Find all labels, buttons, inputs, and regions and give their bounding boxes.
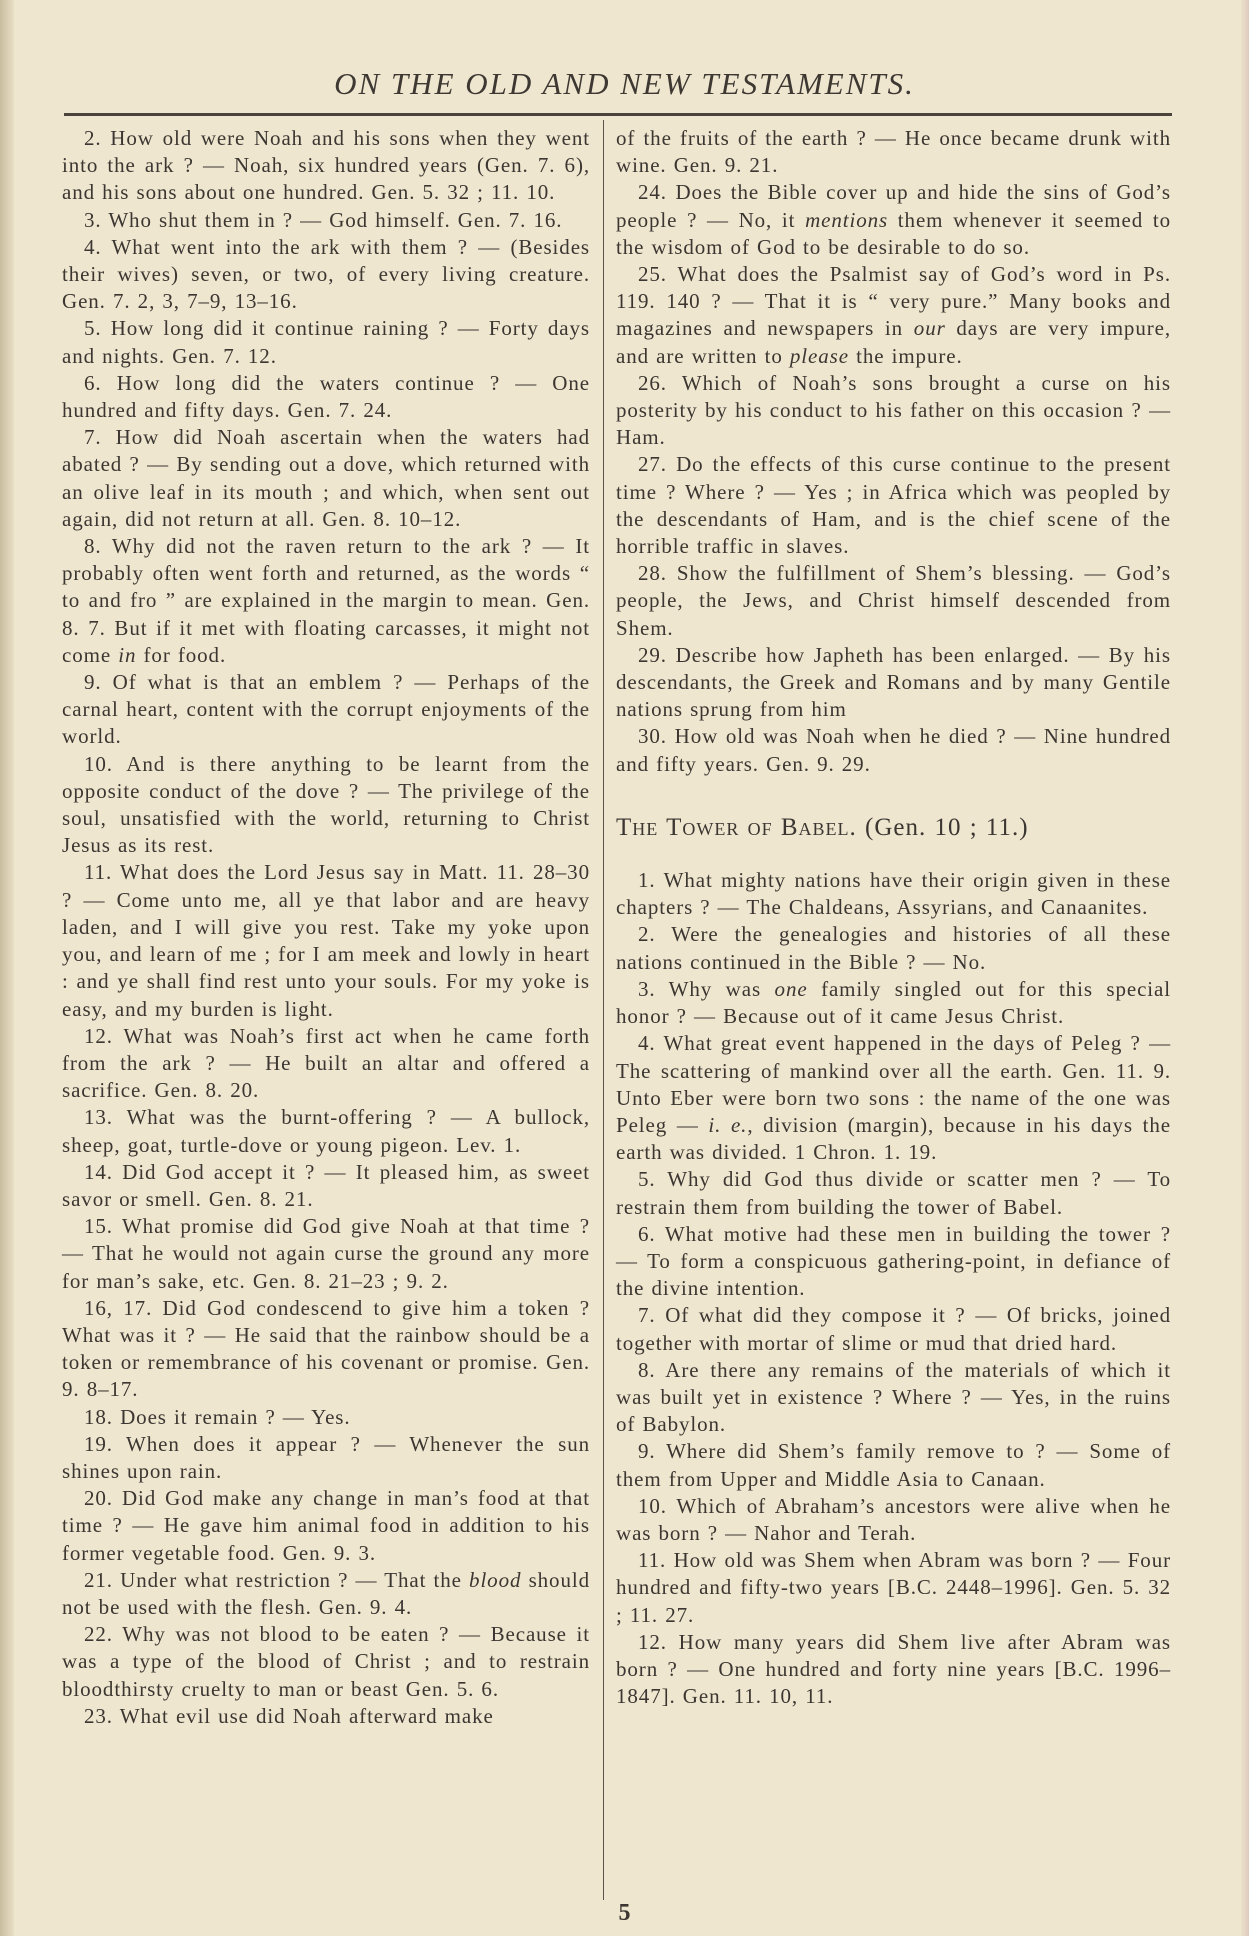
question-paragraph (62, 1104, 590, 1158)
paragraph-text: 3. Who shut them in ? — God himself. Gen. 7. 16. (84, 207, 563, 232)
paragraph-text: 25. What does the Psalmist say of God’s word in Ps. 119. 140 ? — That it is “ very pure.” Many books and magazines and newspapers in (616, 262, 1171, 341)
right-column-bottom (616, 867, 1171, 1710)
paragraph-text: 26. Which of Noah’s sons brought a curse on his posterity by his conduct to his father on this occasion ? — Ham. (616, 370, 1171, 450)
question-paragraph (62, 1485, 590, 1567)
question-paragraph (616, 125, 1171, 179)
question-paragraph (616, 1438, 1171, 1492)
question-paragraph (616, 1030, 1171, 1166)
paragraph-text: them whenever it seemed to the wisdom of God to be desirable to do so. (616, 207, 1171, 259)
question-paragraph (616, 976, 1171, 1030)
paragraph-text: 8. Are there any remains of the materials of which it was built yet in existence ? Where ? — Yes, in the ruins of Babylon. (616, 1357, 1171, 1437)
paragraph-text: 16, 17. Did God condescend to give him a token ? What was it ? — He said that the rainbow should be a token or remembrance of his covenant or promise. Gen. 9. 8–17. (62, 1295, 590, 1402)
italic-text: in (118, 642, 137, 667)
paragraph-text: 23. What evil use did Noah afterward make (84, 1703, 494, 1728)
paragraph-text: 10. And is there anything to be learnt from the opposite conduct of the dove ? — The privilege of the soul, unsatisfied with the world, returning to Christ Jesus as its rest. (62, 751, 590, 858)
paragraph-text: 2. Were the genealogies and histories of all these nations continued in the Bible ? — No. (616, 922, 1171, 974)
paragraph-text: 18. Does it remain ? — Yes. (84, 1404, 351, 1429)
italic-text: i. e. (708, 1112, 748, 1137)
paragraph-text: of the fruits of the earth ? — He once became drunk with wine. Gen. 9. 21. (616, 126, 1171, 178)
paragraph-text: 24. Does the Bible cover up and hide the sins of God’s people ? — No, it (616, 180, 1171, 232)
paragraph-text: 15. What promise did God give Noah at that time ? — That he would not again curse the ground any more for man’s sake, etc. Gen. 8. 21–23 ; 9. 2. (62, 1214, 590, 1293)
right-column-top (616, 125, 1171, 778)
italic-text: our (913, 316, 946, 341)
paragraph-text: , division (margin), because in his days the earth was divided. 1 Chron. 1. 19. (616, 1112, 1172, 1165)
running-title: ON THE OLD AND NEW TESTAMENTS. (334, 66, 915, 101)
paragraph-text: 6. What motive had these men in building the tower ? — To form a conspicuous gathering-point, in defiance of the divine intention. (616, 1221, 1171, 1301)
right-column (616, 125, 1171, 1710)
question-paragraph (62, 1621, 590, 1703)
paragraph-text: 19. When does it appear ? — Whenever the sun shines upon rain. (62, 1431, 590, 1483)
paragraph-text: 11. What does the Lord Jesus say in Matt. 11. 28–30 ? — Come unto me, all ye that labor and are heavy laden, and I will give you rest. Take my yoke upon you, and learn of me ; for I am meek and lowly in heart : and ye shall find rest unto your souls. For my yoke is easy, and my burden is light. (62, 860, 590, 1021)
question-paragraph (62, 669, 590, 751)
italic-text: blood (469, 1567, 522, 1592)
paragraph-text: 30. How old was Noah when he died ? — Nine hundred and fifty years. Gen. 9. 29. (616, 724, 1171, 776)
paragraph-text: 10. Which of Abraham’s ancestors were alive when he was born ? — Nahor and Terah. (616, 1493, 1171, 1545)
question-paragraph (62, 234, 590, 316)
question-paragraph (616, 1221, 1171, 1303)
question-paragraph (62, 1431, 590, 1485)
page-left-edge (0, 0, 14, 1936)
question-paragraph (616, 560, 1171, 642)
column-divider (603, 120, 604, 1900)
section-title: The Tower of Babel. (616, 813, 857, 841)
page-right-edge (1241, 0, 1249, 1936)
paragraph-text: 12. What was Noah’s first act when he came forth from the ark ? — He built an altar and offered a sacrifice. Gen. 8. 20. (62, 1023, 590, 1103)
question-paragraph (616, 642, 1171, 724)
header-rule (64, 113, 1172, 116)
question-paragraph (616, 1629, 1171, 1711)
question-paragraph (616, 1166, 1171, 1220)
paragraph-text: 7. Of what did they compose it ? — Of bricks, joined together with mortar of slime or mud that dried hard. (616, 1303, 1171, 1355)
question-paragraph (62, 207, 590, 234)
question-paragraph (616, 261, 1171, 370)
paragraph-text: 8. Why did not the raven return to the ark ? — It probably often went forth and returned, as the words “ to and fro ” are explained in the margin to mean. Gen. 8. 7. But if it met with floating carcasses, it might not come (62, 534, 590, 667)
question-paragraph (62, 125, 590, 207)
question-paragraph (616, 1357, 1171, 1439)
question-paragraph (62, 1567, 590, 1621)
paragraph-text: days are very impure, and are written to (616, 316, 1171, 368)
paragraph-text: 11. How old was Shem when Abram was born ? — Four hundred and fifty-two years [B.C. 2448–1996]. Gen. 5. 32 ; 11. 27. (616, 1548, 1171, 1627)
paragraph-text: 5. Why did God thus divide or scatter men ? — To restrain them from building the tower of Babel. (616, 1167, 1171, 1219)
question-paragraph (616, 1493, 1171, 1547)
question-paragraph (616, 179, 1171, 261)
paragraph-text: 7. How did Noah ascertain when the waters had abated ? — By sending out a dove, which returned with an olive leaf in its mouth ; and which, when sent out again, did not return at all. Gen. 8. 10–12. (62, 425, 590, 531)
paragraph-text: 22. Why was not blood to be eaten ? — Because it was a type of the blood of Christ ; and to restrain bloodthirsty cruelty to man or beast Gen. 5. 6. (62, 1622, 590, 1701)
question-paragraph (616, 451, 1171, 560)
paragraph-text: 3. Why was (638, 976, 775, 1001)
paragraph-text: 20. Did God make any change in man’s food at that time ? — He gave him animal food in addition to his former vegetable food. Gen. 9. 3. (62, 1486, 590, 1565)
question-paragraph (62, 1295, 590, 1404)
paragraph-text: 9. Where did Shem’s family remove to ? — Some of them from Upper and Middle Asia to Canaan. (616, 1439, 1171, 1491)
question-paragraph (616, 867, 1171, 921)
question-paragraph (616, 1547, 1171, 1629)
question-paragraph (62, 1213, 590, 1295)
page-number: 5 (618, 1900, 631, 1926)
question-paragraph (62, 1023, 590, 1105)
paragraph-text: 5. How long did it continue raining ? — Forty days and nights. Gen. 7. 12. (62, 316, 590, 368)
section-reference: (Gen. 10 ; 11.) (865, 813, 1029, 841)
question-paragraph (62, 1703, 590, 1730)
paragraph-text: 29. Describe how Japheth has been enlarged. — By his descendants, the Greek and Romans and by many Gentile nations sprung from him (616, 642, 1171, 722)
paragraph-text: should not be used with the flesh. Gen. 9. 4. (62, 1567, 590, 1619)
question-paragraph (62, 1404, 590, 1431)
paragraph-text: 14. Did God accept it ? — It pleased him, as sweet savor or smell. Gen. 8. 21. (62, 1159, 590, 1211)
question-paragraph (62, 424, 590, 533)
paragraph-text: 21. Under what restriction ? — That the (84, 1567, 470, 1592)
paragraph-text: 12. How many years did Shem live after Abram was born ? — One hundred and forty nine years [B.C. 1996–1847]. Gen. 11. 10, 11. (616, 1629, 1171, 1709)
question-paragraph (616, 723, 1171, 777)
italic-text: one (774, 976, 808, 1001)
paragraph-text: 27. Do the effects of this curse continue to the present time ? Where ? — Yes ; in Africa which was peopled by the descendants of Ham, and is the chief scene of the horrible traffic in slaves. (616, 452, 1171, 559)
paragraph-text: 28. Show the fulfillment of Shem’s blessing. — God’s people, the Jews, and Christ himself descended from Shem. (616, 561, 1171, 640)
section-heading (616, 814, 1171, 841)
question-paragraph (616, 1302, 1171, 1356)
paragraph-text: 9. Of what is that an emblem ? — Perhaps of the carnal heart, content with the corrupt enjoyments of the world. (62, 670, 590, 749)
question-paragraph (616, 370, 1171, 452)
question-paragraph (62, 751, 590, 860)
paragraph-text: family singled out for this special honor ? — Because out of it came Jesus Christ. (616, 976, 1171, 1029)
question-paragraph (62, 370, 590, 424)
paragraph-text: 4. What great event happened in the days of Peleg ? — The scattering of mankind over all the earth. Gen. 11. 9. Unto Eber were born two sons : the name of the one was Peleg — (616, 1031, 1171, 1137)
paragraph-text: 1. What mighty nations have their origin given in these chapters ? — The Chaldeans, Assyrians, and Canaanites. (616, 868, 1171, 920)
question-paragraph (62, 1159, 590, 1213)
paragraph-text: 2. How old were Noah and his sons when they went into the ark ? — Noah, six hundred years (Gen. 7. 6), and his sons about one hundred. Gen. 5. 32 ; 11. 10. (62, 126, 590, 205)
question-paragraph (62, 859, 590, 1022)
question-paragraph (616, 921, 1171, 975)
left-column (62, 125, 590, 1730)
question-paragraph (62, 533, 590, 669)
paragraph-text: 6. How long did the waters continue ? — One hundred and fifty days. Gen. 7. 24. (62, 370, 590, 423)
paragraph-text: for food. (136, 642, 227, 667)
italic-text: mentions (805, 207, 889, 232)
question-paragraph (62, 315, 590, 369)
italic-text: please (789, 343, 849, 368)
paragraph-text: 4. What went into the ark with them ? — (Besides their wives) seven, or two, of every living creature. Gen. 7. 2, 3, 7–9, 13–16. (62, 234, 590, 314)
paragraph-text: the impure. (848, 343, 963, 368)
paragraph-text: 13. What was the burnt-offering ? — A bullock, sheep, goat, turtle-dove or young pigeon. Lev. 1. (62, 1105, 590, 1157)
